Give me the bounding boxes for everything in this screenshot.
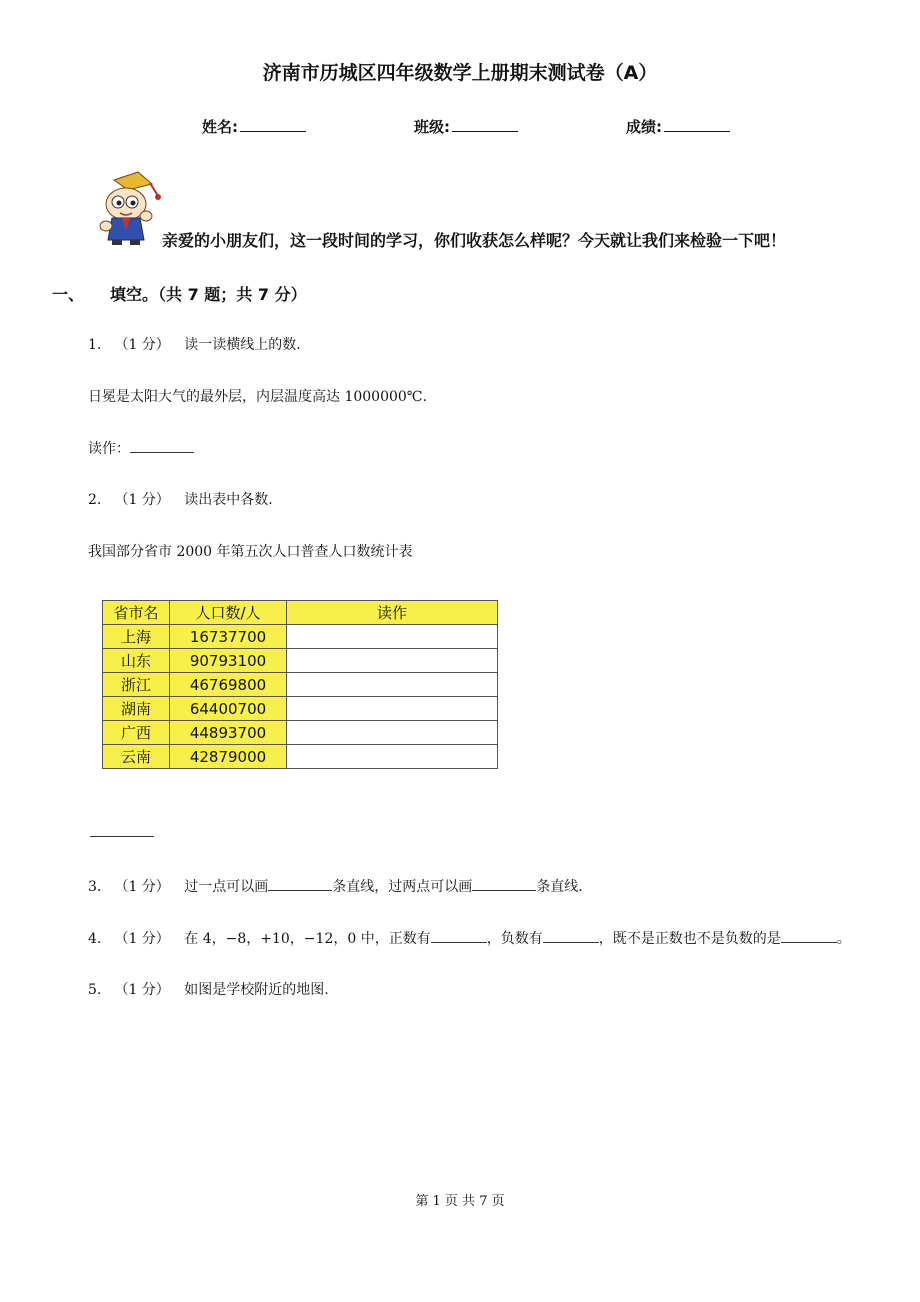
population-cell: 16737700 (170, 625, 287, 649)
question-number: 5. (88, 982, 102, 998)
header-city: 省市名 (103, 601, 170, 625)
question-text: 读一读横线上的数. (184, 337, 301, 353)
population-cell: 90793100 (170, 649, 287, 673)
question-2 (88, 489, 273, 509)
answer-blank[interactable] (90, 836, 154, 837)
question-points: （1 分） (114, 982, 170, 998)
page-footer: 第 1 页 共 7 页 (415, 1194, 505, 1209)
population-table (102, 600, 498, 769)
header-population: 人口数/人 (170, 601, 287, 625)
table-row (103, 745, 498, 769)
question-text: 。 (836, 931, 851, 947)
question-text: 条直线，过两点可以画 (332, 879, 473, 895)
reading-answer-cell[interactable] (287, 625, 498, 649)
question-number: 1. (88, 337, 102, 353)
question-5 (88, 979, 329, 999)
section-heading (52, 282, 307, 305)
answer-blank[interactable] (431, 928, 487, 943)
greeting-text: 亲爱的小朋友们，这一段时间的学习，你们收获怎么样呢？今天就让我们来检验一下吧！ (162, 231, 787, 250)
answer-blank[interactable] (781, 928, 837, 943)
question-3 (88, 876, 583, 896)
question-text: 如图是学校附近的地图. (184, 982, 329, 998)
question-number: 3. (88, 879, 102, 895)
section-number: 一、 (52, 285, 85, 304)
city-cell: 上海 (103, 625, 170, 649)
score-blank[interactable] (664, 117, 730, 132)
class-label: 班级: (414, 118, 450, 136)
city-cell: 云南 (103, 745, 170, 769)
city-cell: 广西 (103, 721, 170, 745)
read-label: 读作： (88, 441, 130, 457)
question-points: （1 分） (114, 879, 170, 895)
table-row (103, 649, 498, 673)
question-4 (88, 928, 851, 948)
city-cell: 湖南 (103, 697, 170, 721)
table-row (103, 673, 498, 697)
answer-blank[interactable] (472, 876, 536, 891)
question-text: ，负数有 (486, 931, 543, 947)
question-text: 过一点可以画 (184, 879, 269, 895)
question-points: （1 分） (114, 931, 170, 947)
table-row (103, 697, 498, 721)
table-row (103, 721, 498, 745)
score-field (626, 116, 730, 137)
population-cell: 44893700 (170, 721, 287, 745)
population-cell: 46769800 (170, 673, 287, 697)
reading-answer-cell[interactable] (287, 745, 498, 769)
city-cell: 浙江 (103, 673, 170, 697)
answer-blank[interactable] (130, 438, 194, 453)
city-cell: 山东 (103, 649, 170, 673)
question-text: 在 4，−8，+10，−12，0 中，正数有 (184, 931, 431, 947)
question-text: 读出表中各数. (184, 492, 273, 508)
question-points: （1 分） (114, 492, 170, 508)
population-cell: 42879000 (170, 745, 287, 769)
question-text: 条直线. (536, 879, 583, 895)
section-title: 填空。（共 7 题；共 7 分） (110, 285, 307, 304)
question-1 (88, 334, 301, 354)
table-caption: 我国部分省市 2000 年第五次人口普查人口数统计表 (88, 544, 413, 560)
mascot-doctor-icon (92, 170, 164, 246)
question-points: （1 分） (114, 337, 170, 353)
reading-answer-cell[interactable] (287, 721, 498, 745)
table-row (103, 625, 498, 649)
reading-answer-cell[interactable] (287, 697, 498, 721)
question-text: ，既不是正数也不是负数的是 (598, 931, 781, 947)
page-title: 济南市历城区四年级数学上册期末测试卷（A） (262, 62, 658, 84)
population-cell: 64400700 (170, 697, 287, 721)
answer-blank[interactable] (268, 876, 332, 891)
name-blank[interactable] (240, 117, 306, 132)
name-field (202, 116, 306, 137)
answer-blank[interactable] (543, 928, 599, 943)
class-field (414, 116, 518, 137)
name-label: 姓名: (202, 118, 238, 136)
q1-sentence: 日冕是太阳大气的最外层，内层温度高达 1000000℃. (88, 389, 427, 405)
reading-answer-cell[interactable] (287, 673, 498, 697)
table-header-row (103, 601, 498, 625)
header-reading: 读作 (287, 601, 498, 625)
q1-answer-line (88, 438, 194, 458)
question-number: 2. (88, 492, 102, 508)
score-label: 成绩: (626, 118, 662, 136)
class-blank[interactable] (452, 117, 518, 132)
reading-answer-cell[interactable] (287, 649, 498, 673)
question-number: 4. (88, 931, 102, 947)
